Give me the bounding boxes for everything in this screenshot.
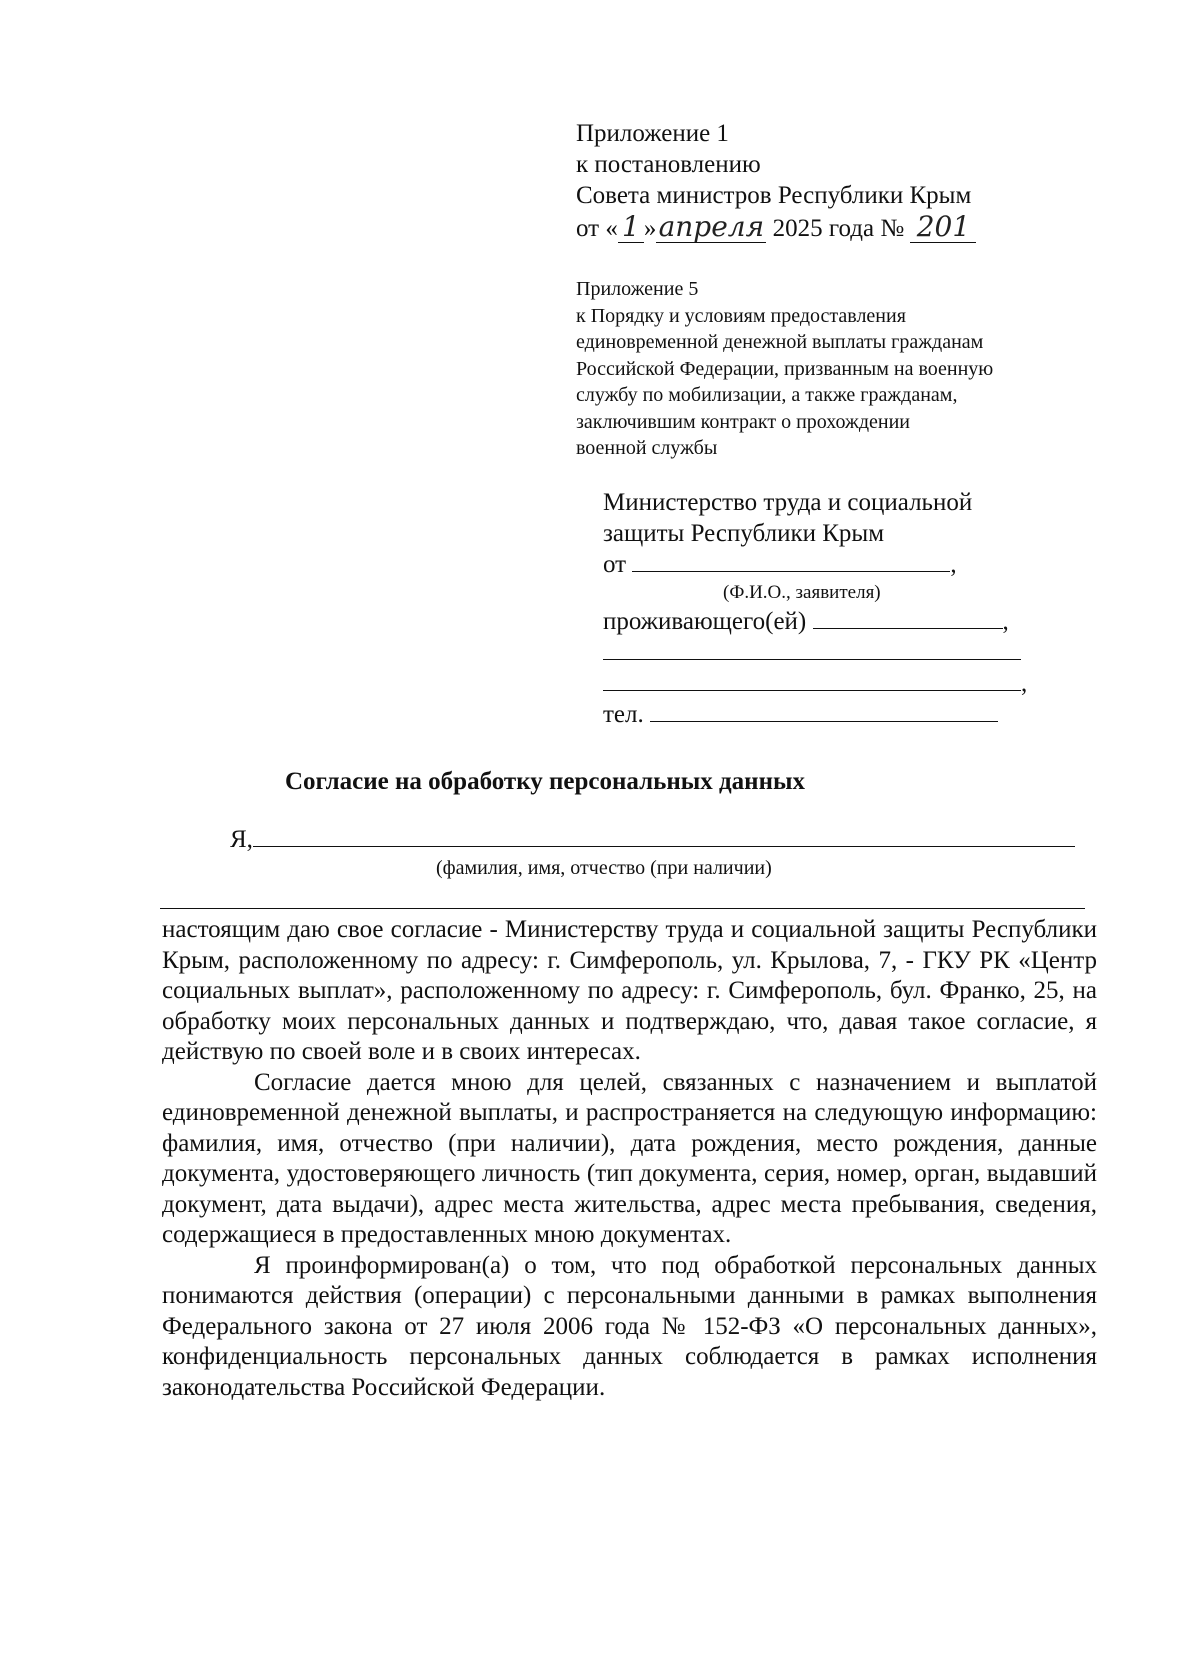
doc-title: Согласие на обработку персональных данных [285, 768, 806, 795]
addressee-line2: защиты Республики Крым [603, 520, 885, 547]
annex1-block [576, 118, 976, 244]
fio-hint: (фамилия, имя, отчество (при наличии) [436, 857, 772, 879]
residing-line: проживающего(ей) , [603, 608, 1009, 635]
annex1-line2: к постановлению [576, 151, 761, 178]
annex5-line: военной службы [576, 437, 718, 459]
consent-body [162, 915, 1097, 1403]
annex5-line: службу по мобилизации, а также гражданам, [576, 384, 958, 406]
annex5-line: единовременной денежной выплаты гражданам [576, 331, 984, 353]
from-line: от , [603, 551, 957, 578]
address-blank-line [603, 689, 1021, 691]
consent-paragraph-2: Согласие дается мною для целей, связанных с назначением и выплатой единовременной денежной выплаты, и распространяется на следующую информацию: фамилия, имя, отчество (при наличии), дата рождения, место рождения, данные документа, удостоверяющего личность (тип документа, серия, номер, орган, выдавший документ, дата выдачи), адрес места жительства, адрес места пребывания, сведения, содержащиеся в предоставленных мною документах. [162, 1068, 1097, 1248]
addressee-block [603, 487, 1027, 730]
phone-line [603, 699, 1027, 730]
handwritten-day: 1 [618, 211, 644, 243]
annex1-line3: Совета министров Республики Крым [576, 182, 972, 209]
fio-blank-line [253, 845, 1075, 847]
from-blank-line [632, 570, 950, 572]
year-text: 2025 года № [772, 215, 905, 242]
consent-paragraph-1: настоящим даю свое согласие - Министерству труда и социальной защиты Республики Крым, расположенному по адресу: г. Симферополь, ул. Крылова, 7, - ГКУ РК «Центр социальных выплат», расположенному по адресу: г. Симферополь, бул. Франко, 25, на обработку моих персональных данных и подтверждаю, что, давая такое согласие, я действую по своей воле и в своих интересах. [162, 916, 1097, 1065]
annex1-date-line [576, 211, 976, 244]
handwritten-month: апреля [656, 211, 766, 243]
fio-continuation-line [160, 908, 1085, 909]
address-blank-line [603, 658, 1021, 660]
annex5-line: Российской Федерации, призванным на военную [576, 357, 994, 380]
addressee-line1: Министерство труда и социальной [603, 489, 973, 516]
address-line-2 [603, 637, 1027, 668]
from-hint: (Ф.И.О., заявителя) [723, 582, 881, 603]
residing-label: проживающего(ей) [603, 608, 807, 635]
phone-label: тел. [603, 701, 644, 728]
residing-blank-line [813, 627, 1003, 629]
ya-row [230, 826, 1075, 854]
annex1-title: Приложение 1 [576, 120, 729, 147]
phone-blank-line [650, 720, 998, 722]
annex5-line: к Порядку и условиям предоставления [576, 304, 906, 327]
from-label: от [603, 551, 627, 578]
handwritten-number: 201 [910, 211, 976, 243]
address-line-3: , [603, 668, 1027, 699]
date-prefix: от « [576, 215, 618, 242]
annex5-title: Приложение 5 [576, 278, 699, 300]
annex5-line: заключившим контракт о прохождении [576, 410, 911, 433]
ya-label: Я, [230, 826, 253, 853]
annex5-block [576, 276, 1096, 462]
consent-paragraph-3: Я проинформирован(а) о том, что под обработкой персональных данных понимаются действия (операции) с персональными данными в рамках выполнения Федерального закона от 27 июля 2006 года № 152-ФЗ «О персональных данных», конфиденциальность персональных данных соблюдается в рамках исполнения законодательства Российской Федерации. [162, 1251, 1097, 1401]
date-mid: » [643, 215, 657, 242]
